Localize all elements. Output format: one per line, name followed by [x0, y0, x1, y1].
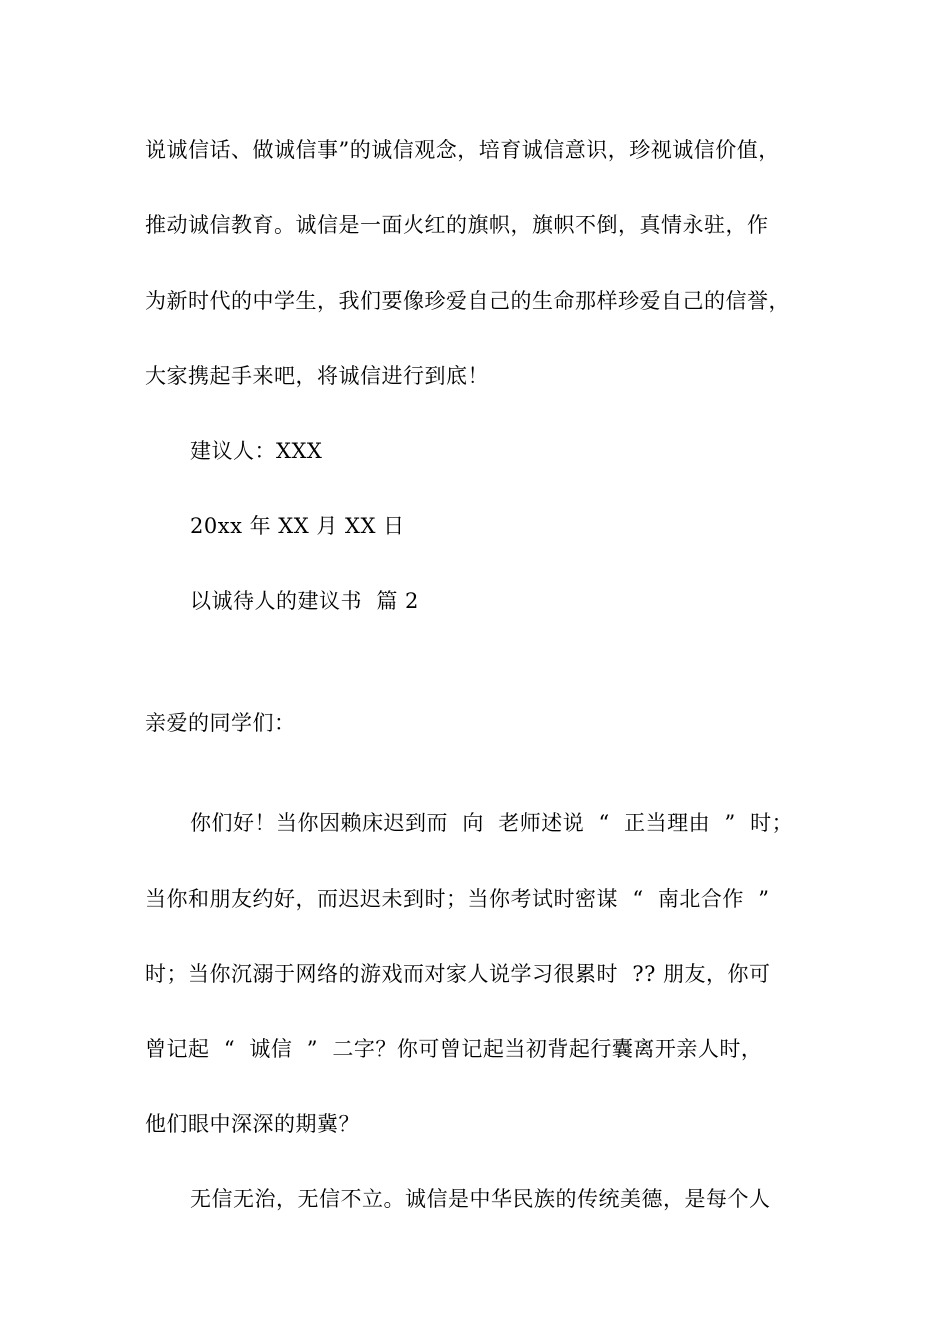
section-heading: 以诚待人的建议书 篇 2 [190, 589, 419, 613]
paragraph-line: 无信无治，无信不立。诚信是中华民族的传统美德，是每个人 [190, 1187, 771, 1211]
date-line: 20xx 年 XX 月 XX 日 [190, 514, 405, 538]
paragraph-line: 你们好！当你因赖床迟到而 向 老师述说 “ 正当理由 ” 时； [190, 811, 794, 835]
paragraph-line: 曾记起 “ 诚信 ” 二字？你可曾记起当初背起行囊离开亲人时， [145, 1037, 763, 1061]
paragraph-line: 大家携起手来吧，将诚信进行到底！ [145, 364, 489, 388]
salutation-line: 亲爱的同学们： [145, 711, 296, 735]
paragraph-line: 时；当你沉溺于网络的游戏而对家人说学习很累时 ?? 朋友，你可 [145, 962, 771, 986]
paragraph-line: 当你和朋友约好，而迟迟未到时；当你考试时密谋 “ 南北合作 ” [145, 887, 770, 911]
paragraph-line: 推动诚信教育。诚信是一面火红的旗帜，旗帜不倒，真情永驻，作 [145, 213, 769, 237]
paragraph-line: 说诚信话、做诚信事”的诚信观念，培育诚信意识，珍视诚信价值， [145, 138, 780, 162]
paragraph-line: 为新时代的中学生，我们要像珍爱自己的生命那样珍爱自己的信誉， [145, 289, 790, 313]
paragraph-line: 他们眼中深深的期冀？ [145, 1112, 360, 1136]
signature-line: 建议人：XXX [190, 439, 323, 463]
